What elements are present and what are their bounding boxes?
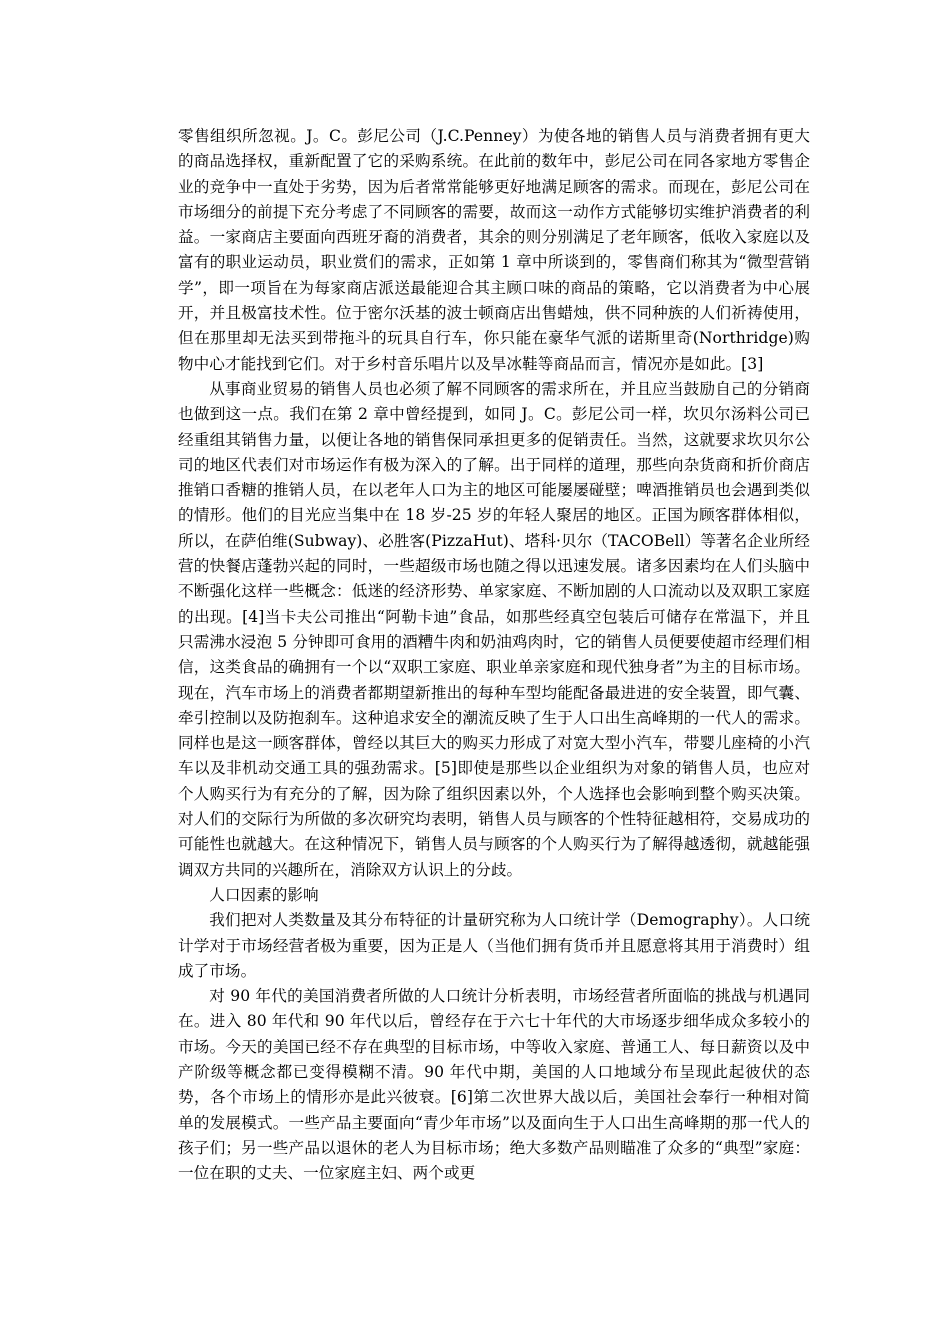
paragraph-sales-personnel: 从事商业贸易的销售人员也必须了解不同顾客的需求所在，并且应当鼓励自己的分销商也做到这一点。我们在第 2 章中曾经提到，如同 J。C。彭尼公司一样，坎贝尔汤料公司已经重组其销售力量，以便让各地的销售保同承担更多的促销责任。当然，这就要求坎贝尔公司的地区代表们对市场运作有极为深入的了解。出于同样的道理，那些向杂货商和折价商店推销口香糖的推销人员，在以老年人口为主的地区可能屡屡碰壁；啤酒推销员也会遇到类似的情形。他们的目光应当集中在 18 岁-25 岁的年轻人聚居的地区。正国为顾客群体相似，所以，在萨伯维(Subway)、必胜客(PizzaHut)、塔科·贝尔（TACOBell）等著名企业所经营的快餐店蓬勃兴起的同时，一些超级市场也随之得以迅速发展。诸多因素均在人们头脑中不断强化这样一些概念：低迷的经济形势、单家家庭、不断加剧的人口流动以及双职工家庭的出现。[4]当卡夫公司推出“阿勒卡迪”食品，如那些经真空包装后可储存在常温下，并且只需沸水浸泡 5 分钟即可食用的酒糟牛肉和奶油鸡肉时，它的销售人员便要使超市经理们相信，这类食品的确拥有一个以“双职工家庭、职业单亲家庭和现代独身者”为主的目标市场。现在，汽车市场上的消费者都期望新推出的每种车型均能配备最进进的安全装置，即气囊、牵引控制以及防抱刹车。这种追求安全的潮流反映了生于人口出生高峰期的一代人的需求。同样也是这一顾客群体，曾经以其巨大的购买力形成了对宽大型小汽车，带婴儿座椅的小汽车以及非机动交通工具的强劲需求。[5]即使是那些以企业组织为对象的销售人员，也应对个人购买行为有充分的了解，因为除了组织因素以外，个人选择也会影响到整个购买决策。对人们的交际行为所做的多次研究均表明，销售人员与顾客的个性特征越相符，交易成功的可能性也就越大。在这种情况下，销售人员与顾客的个人购买行为了解得越透彻，就越能强调双方共同的兴趣所在，消除双方认识上的分歧。 xyxy=(178,379,810,879)
paragraph-demography-definition: 我们把对人类数量及其分布特征的计量研究称为人口统计学（Demography）。人口统计学对于市场经营者极为重要，因为正是人（当他们拥有货币并且愿意将其用于消费时）组成了市场。 xyxy=(178,911,810,980)
paragraph-jcpenney-continued: 零售组织所忽视。J。C。彭尼公司（J.C.Penney）为使各地的销售人员与消费者拥有更大的商品选择权，重新配置了它的采购系统。在此前的数年中，彭尼公司在同各家地方零售企业的竞争中一直处于劣势，因为后者常常能够更好地满足顾客的需求。而现在，彭尼公司在市场细分的前提下充分考虑了不同顾客的需要，故而这一动作方式能够切实维护消费者的利益。一家商店主要面向西班牙裔的消费者，其余的则分别满足了老年顾客，低收入家庭以及富有的职业运动员，职业赏们的需求，正如第 1 章中所谈到的，零售商们称其为“微型营销学”，即一项旨在为每家商店派送最能迎合其主顾口味的商品的策略，它以消费者为中心展开，并且极富技术性。位于密尔沃基的波士顿商店出售蜡烛，供不同种族的人们祈祷使用，但在那里却无法买到带拖斗的玩具自行车，你只能在豪华气派的诺斯里奇(Northridge)购物中心才能找到它们。对于乡村音乐唱片以及旱冰鞋等商品而言，情况亦是如此。[3] xyxy=(178,127,810,373)
document-body xyxy=(178,124,810,1186)
section-heading-demographics: 人口因素的影响 xyxy=(209,885,319,904)
paragraph-90s-consumers: 对 90 年代的美国消费者所做的人口统计分析表明，市场经营者所面临的挑战与机遇同在。进入 80 年代和 90 年代以后，曾经存在于六七十年代的大市场逐步细华成众多较小的市场。今天的美国已经不存在典型的目标市场，中等收入家庭、普通工人、每日薪资以及中产阶级等概念都已变得模糊不清。90 年代中期，美国的人口地域分布呈现此起彼伏的态势，各个市场上的情形亦是此兴彼衰。[6]第二次世界大战以后，美国社会奉行一种相对简单的发展模式。一些产品主要面向“青少年市场”以及面向生于人口出生高峰期的那一代人的孩子们；另一些产品以退休的老人为目标市场；绝大多数产品则瞄准了众多的“典型”家庭：一位在职的丈夫、一位家庭主妇、两个或更 xyxy=(178,987,810,1183)
